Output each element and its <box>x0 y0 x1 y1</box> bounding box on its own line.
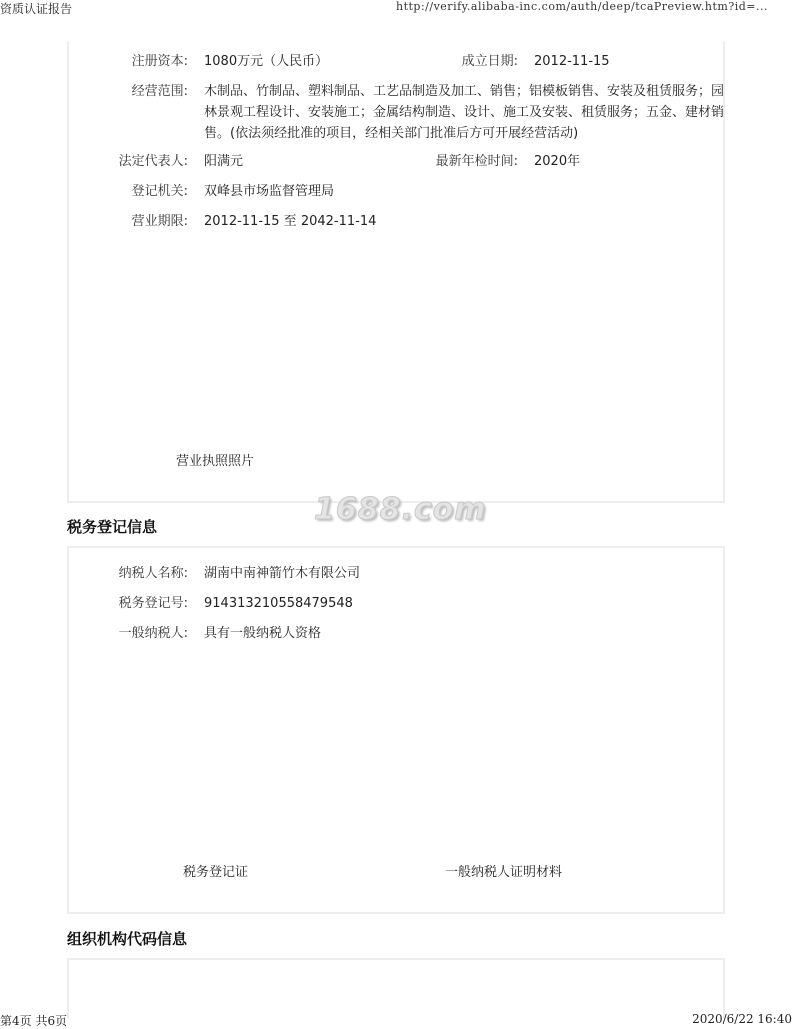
tax-certificate-caption: 税务登记证 <box>183 865 249 880</box>
established-date-label: 成立日期: <box>461 54 518 69</box>
registered-capital-label: 注册资本: <box>131 54 188 69</box>
general-taxpayer-proof-caption: 一般纳税人证明材料 <box>445 865 563 880</box>
license-photo-caption: 营业执照照片 <box>176 454 255 469</box>
print-footer-datetime: 2020/6/22 16:40 <box>692 1012 792 1026</box>
watermark: 1688.com <box>314 492 487 527</box>
general-taxpayer-value: 具有一般纳税人资格 <box>204 626 322 641</box>
print-header-url: http://verify.alibaba-inc.com/auth/deep/tcaPreview.htm?id=... <box>396 0 769 13</box>
tax-section-title: 税务登记信息 <box>67 518 158 536</box>
business-scope-value: 木制品、竹制品、塑料制品、工艺品制造及加工、销售；铝模板销售、安装及租赁服务；园林景观工程设计、安装施工；金属结构制造、设计、施工及安装、租赁服务；五金、建材销售。(依法须经批准的项目，经相关部门批准后方可开展经营活动) <box>204 84 725 141</box>
org-info-card <box>67 958 725 1018</box>
tax-registration-no-value: 914313210558479548 <box>204 596 353 611</box>
general-taxpayer-label: 一般纳税人: <box>118 626 188 641</box>
legal-representative-label: 法定代表人: <box>118 154 188 169</box>
business-scope-label: 经营范围: <box>131 84 188 99</box>
taxpayer-name-value: 湖南中南神箭竹木有限公司 <box>204 566 361 581</box>
latest-inspection-label: 最新年检时间: <box>435 154 518 169</box>
legal-representative-value: 阳满元 <box>204 154 244 169</box>
print-header-title: 资质认证报告 <box>0 2 73 16</box>
registration-authority-label: 登记机关: <box>131 184 188 199</box>
org-section-title: 组织机构代码信息 <box>67 930 188 948</box>
established-date-value: 2012-11-15 <box>534 54 610 69</box>
taxpayer-name-label: 纳税人名称: <box>118 566 188 581</box>
registration-authority-value: 双峰县市场监督管理局 <box>204 184 335 199</box>
business-term-value: 2012-11-15 至 2042-11-14 <box>204 214 377 229</box>
latest-inspection-value: 2020年 <box>534 154 581 169</box>
print-footer-page: 第4页 共6页 <box>0 1014 68 1028</box>
registered-capital-value: 1080万元（人民币） <box>204 54 329 69</box>
tax-registration-no-label: 税务登记号: <box>118 596 188 611</box>
business-term-label: 营业期限: <box>131 214 188 229</box>
